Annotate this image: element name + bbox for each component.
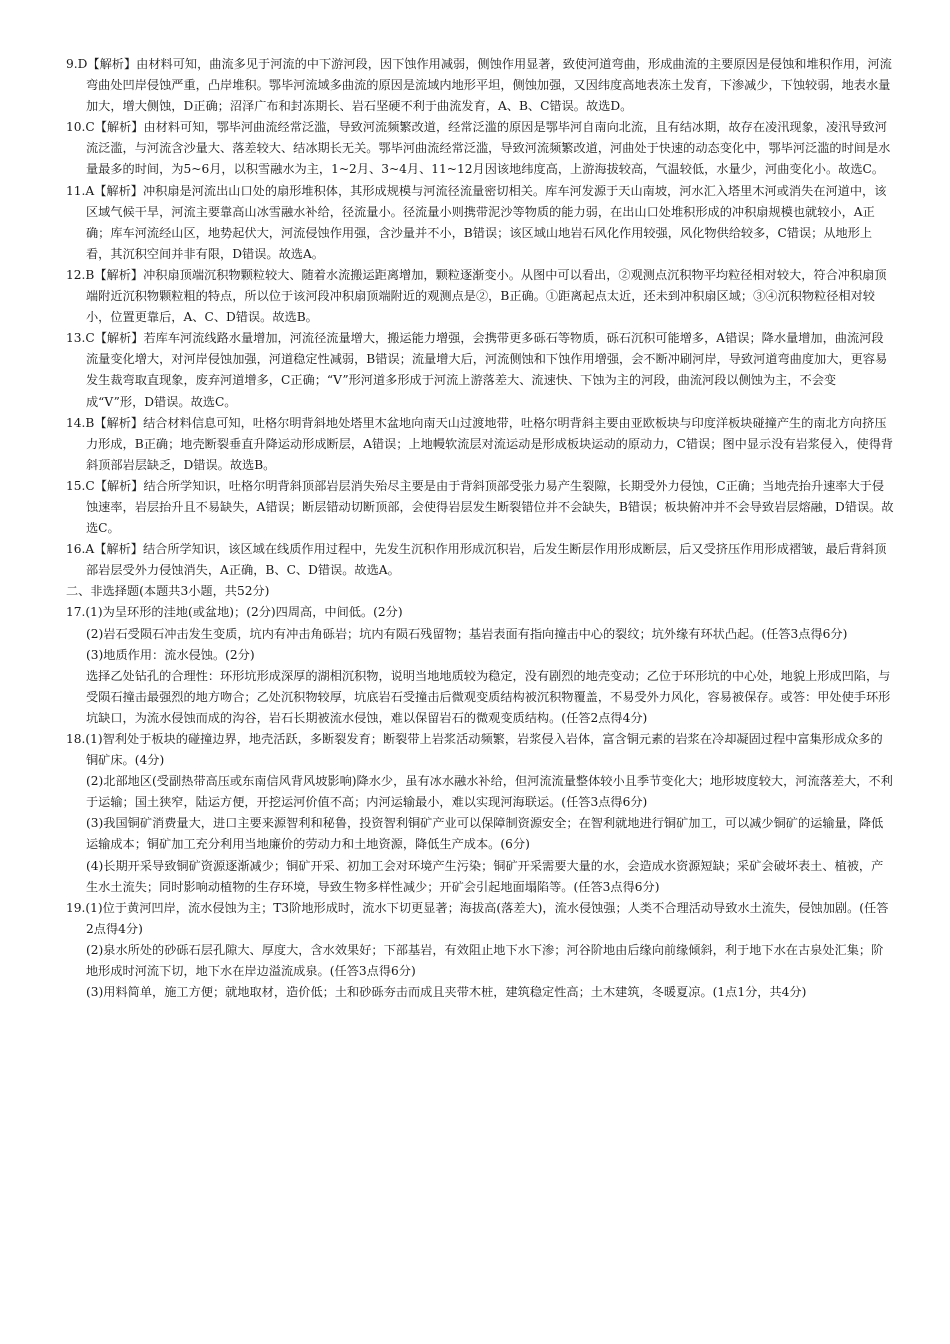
item-text: B【解析】结合材料信息可知，吐格尔明背斜地处塔里木盆地向南天山过渡地带，吐格尔明背斜主要由亚欧板块与印度洋板块碰撞产生的南北方向挤压力形成，B正确；地壳断裂垂直升降运动形成断层，A错误；上地幔软流层对流运动是形成板块运动的原动力，C错误；图中显示没有岩浆侵入，使得背斜顶部岩层缺乏，D错误。故选B。 bbox=[85, 415, 894, 472]
answer-line: (1)智利处于板块的碰撞边界，地壳活跃，多断裂发育；断裂带上岩浆活动频繁，岩浆侵入岩体，富含铜元素的岩浆在冷却凝固过程中富集形成众多的铜矿床。(4分) bbox=[85, 732, 883, 768]
item-number: 10. bbox=[66, 120, 86, 135]
mc-item-9 bbox=[66, 54, 894, 117]
answer-line: (1)位于黄河凹岸，流水侵蚀为主；T3阶地形成时，流水下切更显著；海拔高(落差大)，流水侵蚀强；人类不合理活动导致水土流失，侵蚀加剧。(任答2点得4分) bbox=[85, 900, 889, 936]
question-19 bbox=[66, 898, 894, 1003]
answer-line: (2)泉水所处的砂砾石层孔隙大、厚度大，含水效果好；下部基岩，有效阻止地下水下渗；河谷阶地由后缘向前缘倾斜，利于地下水在古泉处汇集；阶地形成时河流下切，地下水在岸边溢流成泉。(任答3点得6分) bbox=[86, 942, 884, 979]
mc-item-10 bbox=[66, 117, 894, 180]
item-text: A【解析】结合所学知识，该区域在线质作用过程中，先发生沉积作用形成沉积岩，后发生断层作用形成断层，后又受挤压作用形成褶皱，最后背斜顶部岩层受外力侵蚀消失，A正确，B、C、D错误。故选A。 bbox=[85, 542, 887, 578]
item-number: 14. bbox=[66, 415, 86, 430]
mc-item-14 bbox=[66, 413, 894, 476]
answer-line: (4)长期开采导致铜矿资源逐渐减少；铜矿开采、初加工会对环境产生污染；铜矿开采需要大量的水，会造成水资源短缺；采矿会破坏表土、植被，产生水土流失；同时影响动植物的生存环境，导致生物多样性减少；开矿会引起地面塌陷等。(任答3点得6分) bbox=[86, 858, 884, 894]
question-18 bbox=[66, 729, 894, 898]
answer-line: (2)北部地区(受副热带高压或东南信风背风坡影响)降水少，虽有冰水融水补给，但河流流量整体较小且季节变化大；地形坡度较大，河流落差大，不利于运输；国土狭窄，陆运方便，开挖运河价值不高；内河运输最小，难以实现河海联运。(任答3点得6分) bbox=[86, 774, 893, 810]
item-text: C【解析】结合所学知识，吐格尔明背斜顶部岩层消失殆尽主要是由于背斜顶部受张力易产生裂隙，长期受外力侵蚀，C正确；当地壳抬升速率大于侵蚀速率，岩层抬升且不易缺失，A错误；断层错动切断顶部，会使得岩层发生断裂错位并不会缺失，B错误；板块俯冲并不会导致岩层熔融，D错误。故选C。 bbox=[85, 478, 894, 536]
item-text: C【解析】由材料可知，鄂毕河曲流经常泛滥，导致河流频繁改道，经常泛滥的原因是鄂毕河自南向北流，且有结冰期，故存在凌汛现象，凌汛导致河流泛滥，与河流含沙量大、落差较大、结冰期长无关。鄂毕河曲流经常泛滥，导致河流频繁改道，河曲处于快速的动态变化中，鄂毕河泛滥的时间是水量最多的时间，为5~6月，以积雪融水为主，1~2月、3~4月、11~12月因该地纬度高，上游海拔较高，气温较低，水量少，河曲变化小。故选C。 bbox=[85, 120, 891, 177]
answer-line: 选择乙处钻孔的合理性：环形坑形成深厚的湖相沉积物，说明当地地质较为稳定，没有剧烈的地壳变动；乙位于环形坑的中心处，地貌上形成凹陷，与受陨石撞击最强烈的地方吻合；乙处沉积物较厚，坑底岩石受撞击后微观变质结构被沉积物覆盖，不易受外力风化，容易被保存。或答：甲处使手环形坑缺口，为流水侵蚀而成的沟谷，岩石长期被流水侵蚀，难以保留岩石的微观变质结构。(任答2点得4分) bbox=[86, 668, 891, 725]
item-number: 15. bbox=[66, 478, 86, 493]
answer-line: (2)岩石受陨石冲击发生变质，坑内有冲击角砾岩；坑内有陨石残留物；基岩表面有指向撞击中心的裂纹；坑外缘有环状凸起。(任答3点得6分) bbox=[86, 626, 848, 641]
item-text: C【解析】若库车河流线路水量增加，河流径流量增大，搬运能力增强，会携带更多砾石等物质，砾石沉积可能增多，A错误；降水量增加，曲流河段流量变化增大，对河岸侵蚀加强，河道稳定性减弱，B错误；流量增大后，河流侧蚀和下蚀作用增强，会不断冲刷河岸，导致河道弯曲度加大，更容易发生裁弯取直现象，废弃河道增多，C正确；“V”形河道多形成于河流上游落差大、流速快、下蚀为主的河段，曲流河段以侧蚀为主，不会变成“V”形，D错误。故选C。 bbox=[85, 331, 888, 409]
question-17 bbox=[66, 602, 894, 729]
answer-line: (3)我国铜矿消费量大，进口主要来源智利和秘鲁，投资智利铜矿产业可以保障制资源安全；在智利就地进行铜矿加工，可以减少铜矿的运输量，降低运输成本；铜矿加工充分利用当地廉价的劳动力和土地资源，降低生产成本。(6分) bbox=[86, 816, 884, 852]
item-number: 18. bbox=[66, 732, 86, 746]
mc-item-15 bbox=[66, 476, 894, 539]
item-number: 19. bbox=[66, 900, 86, 915]
item-number: 13. bbox=[66, 331, 86, 346]
item-text: D【解析】由材料可知，曲流多见于河流的中下游河段，因下蚀作用减弱，侧蚀作用显著，致使河道弯曲，形成曲流的主要原因是侵蚀和堆积作用，河流弯曲处凹岸侵蚀严重，凸岸堆积。鄂毕河流域多曲流的原因是流域内地形平坦，侧蚀加强，又因纬度高地表冻土发育，下渗减少，下蚀较弱，地表水量加大，增大侧蚀，D正确；沼泽广布和封冻期长、岩石坚硬不利于曲流发育，A、B、C错误。故选D。 bbox=[77, 57, 892, 114]
answer-sheet bbox=[66, 54, 894, 1003]
section-title: 二、非选择题(本题共3小题，共52分) bbox=[66, 584, 270, 599]
answer-line: (1)为呈环形的洼地(或盆地)；(2分)四周高，中间低。(2分) bbox=[85, 605, 403, 620]
mc-item-12 bbox=[66, 265, 894, 328]
item-number: 12. bbox=[66, 267, 86, 282]
item-number: 17. bbox=[66, 605, 86, 620]
mc-item-16 bbox=[66, 539, 894, 581]
mc-item-11 bbox=[66, 181, 894, 265]
item-number: 16. bbox=[66, 542, 86, 557]
item-number: 9. bbox=[66, 57, 78, 71]
item-number: 11. bbox=[66, 183, 86, 198]
item-text: A【解析】冲积扇是河流出山口处的扇形堆积体，其形成规模与河流径流量密切相关。库车河发源于天山南坡，河水汇入塔里木河或消失在河道中，该区域气候干旱，河流主要靠高山冰雪融水补给，径流量小。径流量小则携带泥沙等物质的能力弱，在出山口处堆积形成的冲积扇规模也就较小，A正确；库车河流经山区，地势起伏大，河流侵蚀作用强，含沙量并不小，B错误；该区域山地岩石风化作用较强，风化物供给较多，C错误；从地形上看，其沉积空间并非有限，D错误。故选A。 bbox=[85, 183, 887, 261]
answer-line: (3)用料简单，施工方便；就地取材，造价低；土和砂砾夯击而成且夹带木桩，建筑稳定性高；土木建筑，冬暖夏凉。(1点1分，共4分) bbox=[86, 985, 807, 1000]
answer-line: (3)地质作用：流水侵蚀。(2分) bbox=[86, 647, 255, 662]
item-text: B【解析】冲积扇顶端沉积物颗粒较大、随着水流搬运距离增加，颗粒逐渐变小。从图中可以看出，②观测点沉积物平均粒径相对较大，符合冲积扇顶端附近沉积物颗粒粗的特点，所以位于该河段冲积扇顶端附近的观测点是②，B正确。①距离起点太近，还未到冲积扇区域；③④沉积物粒径相对较小，位置更靠后，A、C、D错误。故选B。 bbox=[85, 267, 887, 325]
mc-item-13 bbox=[66, 328, 894, 412]
